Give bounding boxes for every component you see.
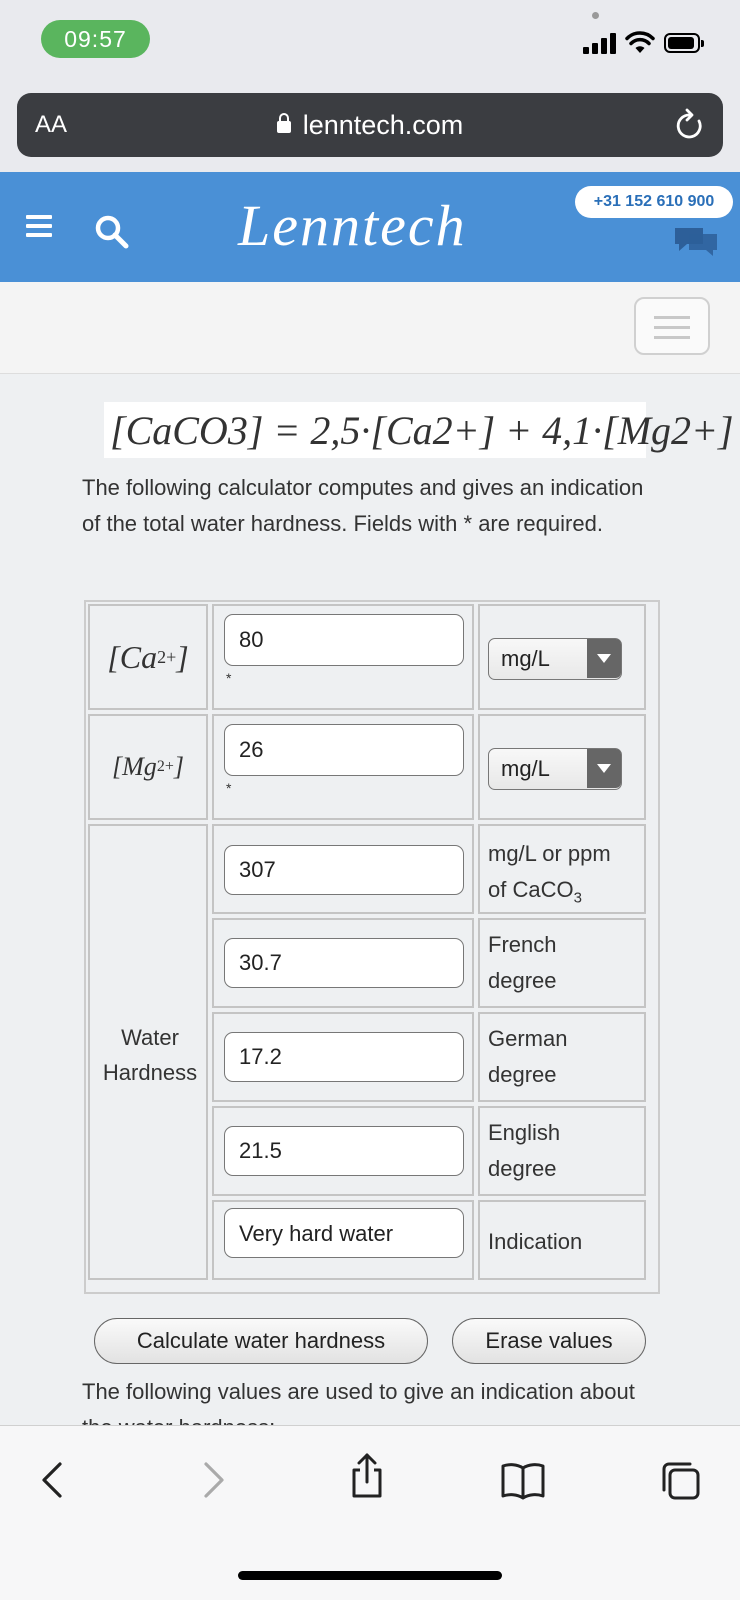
- hardness-indication-output[interactable]: Very hard water: [224, 1208, 464, 1258]
- indication-paragraph: The following values are used to give an indication about: [82, 1379, 635, 1404]
- intro-paragraph: The following calculator computes and gives an indication of the total water hardness. Fields with * are required.: [82, 475, 644, 536]
- hardness-french-output[interactable]: 30.7: [224, 938, 464, 988]
- battery-icon: [664, 33, 700, 53]
- status-time: 09:57: [41, 20, 150, 58]
- magnesium-label: [Mg 2+ ]: [88, 714, 208, 820]
- formula-text: [CaCO3] = 2,5·[Ca2+] + 4,1·[Mg2+]: [110, 407, 734, 453]
- unit-german-degree: German degree: [488, 1026, 568, 1087]
- hardness-ppm-output[interactable]: 307: [224, 845, 464, 895]
- hardness-english-output[interactable]: 21.5: [224, 1126, 464, 1176]
- url-display[interactable]: [17, 110, 723, 141]
- back-icon[interactable]: [38, 1460, 68, 1500]
- browser-address-area: [0, 80, 740, 172]
- magnesium-unit-select[interactable]: [488, 748, 622, 790]
- chevron-down-icon: [587, 639, 621, 678]
- calcium-label: [Ca 2+ ]: [88, 604, 208, 710]
- forward-icon[interactable]: [198, 1460, 228, 1500]
- hardness-formula-image: [104, 402, 734, 458]
- sub-navigation: [0, 282, 740, 374]
- water-hardness-label: Water Hardness: [102, 1025, 198, 1085]
- required-marker: *: [226, 780, 232, 796]
- calcium-input[interactable]: 80: [224, 614, 464, 666]
- phone-number-link[interactable]: +31 152 610 900: [575, 186, 733, 218]
- address-bar[interactable]: [17, 93, 723, 157]
- chevron-down-icon: [587, 749, 621, 788]
- erase-values-button[interactable]: Erase values: [452, 1318, 646, 1364]
- calcium-unit-select[interactable]: [488, 638, 622, 680]
- hardness-german-output[interactable]: 17.2: [224, 1032, 464, 1082]
- site-header: [0, 172, 740, 282]
- camera-indicator-dot: [592, 12, 599, 19]
- unit-french-degree: French degree: [488, 932, 557, 993]
- unit-english-degree: English degree: [488, 1120, 561, 1181]
- signal-icon: [583, 32, 617, 54]
- reader-settings-button[interactable]: AA: [35, 111, 68, 138]
- home-indicator: [238, 1571, 502, 1580]
- unit-ppm-caco3: mg/L or ppm of CaCO$_3$: [488, 841, 611, 907]
- calcium-unit-value: mg/L: [501, 646, 550, 671]
- magnesium-input[interactable]: 26: [224, 724, 464, 776]
- reload-icon[interactable]: [675, 109, 705, 141]
- unit-indication: Indication: [488, 1229, 583, 1254]
- search-icon[interactable]: [94, 214, 130, 250]
- url-text: lenntech.com: [302, 110, 464, 140]
- bookmarks-icon[interactable]: [500, 1460, 546, 1500]
- hardness-calculator-table: [84, 600, 660, 1294]
- tabs-icon[interactable]: [660, 1460, 702, 1502]
- site-logo[interactable]: Lenntech: [238, 193, 467, 258]
- required-marker: *: [226, 670, 232, 686]
- wifi-icon: [626, 32, 654, 54]
- share-icon[interactable]: [348, 1452, 386, 1500]
- calculate-button[interactable]: Calculate water hardness: [94, 1318, 428, 1364]
- status-bar: [0, 0, 740, 80]
- section-menu-button[interactable]: [634, 297, 710, 355]
- lock-icon: [277, 121, 291, 133]
- chat-icon[interactable]: [673, 224, 719, 258]
- menu-icon[interactable]: [26, 215, 52, 237]
- magnesium-unit-value: mg/L: [501, 756, 550, 781]
